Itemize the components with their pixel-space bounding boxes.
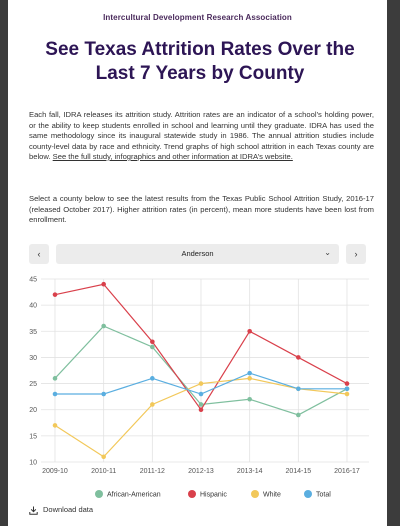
data-point xyxy=(345,381,350,386)
data-point xyxy=(150,345,155,350)
x-tick-label: 2016-17 xyxy=(334,468,360,475)
y-tick-label: 25 xyxy=(29,381,37,389)
data-point xyxy=(247,376,252,381)
intro-text: Each fall, IDRA releases its attrition study. Attrition rates are an indicator of a school’s holding power, or the ability to keep students enrolled in school and learning until they graduate. IDRA has used the same methodology since its inaugural statewide study in 1986. The annual attrition studies include county-level data by race and ethnicity. Trend graphs of high school attrition in each Texas county are below. xyxy=(29,110,374,161)
data-point xyxy=(296,413,301,418)
data-point xyxy=(345,387,350,392)
download-data-button[interactable] xyxy=(29,505,93,515)
chart-legend xyxy=(95,490,331,499)
data-point xyxy=(101,454,106,459)
data-point xyxy=(199,381,204,386)
legend-label: African-American xyxy=(107,491,161,499)
y-tick-label: 45 xyxy=(29,276,37,284)
county-dropdown[interactable] xyxy=(56,244,339,264)
y-tick-label: 10 xyxy=(29,459,37,467)
y-tick-label: 40 xyxy=(29,302,37,310)
chart-grid xyxy=(41,279,369,462)
y-tick-label: 35 xyxy=(29,328,37,336)
data-point xyxy=(199,392,204,397)
x-tick-label: 2014-15 xyxy=(285,468,312,475)
data-point xyxy=(296,387,301,392)
page-card xyxy=(8,0,387,526)
legend-swatch xyxy=(95,490,103,498)
attrition-chart xyxy=(8,270,387,505)
y-tick-label: 20 xyxy=(29,407,37,415)
y-tick-label: 15 xyxy=(29,433,37,441)
org-name: Intercultural Development Research Association xyxy=(103,13,292,22)
data-point xyxy=(247,397,252,402)
data-point xyxy=(199,402,204,407)
full-study-link[interactable]: See the full study, infographics and other information at IDRA’s website. xyxy=(52,152,293,161)
legend-swatch xyxy=(251,490,259,498)
x-tick-label: 2010-11 xyxy=(91,468,117,475)
data-point xyxy=(101,282,106,287)
title-line-2: Last 7 Years by County xyxy=(95,63,305,84)
data-point xyxy=(101,324,106,329)
intro-paragraph xyxy=(29,110,374,163)
data-point xyxy=(53,423,58,428)
legend-label: White xyxy=(263,491,281,499)
y-axis-ticks xyxy=(29,277,37,467)
legend-swatch xyxy=(188,490,196,498)
data-point xyxy=(247,371,252,376)
next-county-button[interactable]: › xyxy=(346,244,366,264)
x-tick-label: 2009-10 xyxy=(42,468,68,475)
data-point xyxy=(150,339,155,344)
y-tick-label: 30 xyxy=(29,354,37,362)
data-point xyxy=(53,292,58,297)
data-point xyxy=(296,355,301,360)
x-tick-label: 2012-13 xyxy=(188,468,214,475)
data-point xyxy=(53,376,58,381)
chevron-down-icon: ⌄ xyxy=(324,248,331,257)
data-point xyxy=(199,407,204,412)
data-point xyxy=(247,329,252,334)
legend-swatch xyxy=(304,490,312,498)
prev-county-button[interactable]: ‹ xyxy=(29,244,49,264)
select-instructions: Select a county below to see the latest results from the Texas Public School Attrition Study, 2016-17 (released October 2017). Higher attrition rates (in percent), mean more students have been lost from enrollment. xyxy=(29,194,374,224)
page-title xyxy=(30,38,370,86)
data-point xyxy=(345,392,350,397)
legend-label: Hispanic xyxy=(200,491,227,499)
download-data-label: Download data xyxy=(43,505,94,514)
data-point xyxy=(150,376,155,381)
county-selector xyxy=(29,244,364,264)
data-point xyxy=(53,392,58,397)
legend-label: Total xyxy=(316,491,331,499)
data-point xyxy=(150,402,155,407)
county-dropdown-value: Anderson xyxy=(181,249,214,258)
download-icon xyxy=(29,506,38,515)
x-axis-ticks xyxy=(42,468,360,475)
title-line-1: See Texas Attrition Rates Over the xyxy=(45,39,355,60)
x-tick-label: 2013-14 xyxy=(236,468,263,475)
x-tick-label: 2011-12 xyxy=(139,468,165,475)
data-point xyxy=(101,392,106,397)
